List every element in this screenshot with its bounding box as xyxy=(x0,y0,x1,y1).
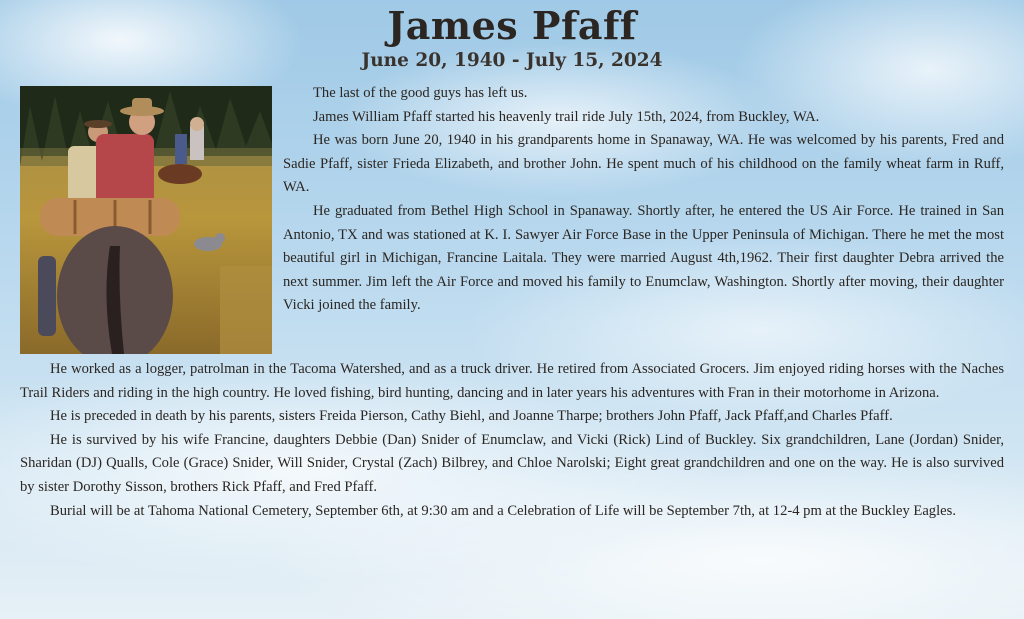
deceased-name: James Pfaff xyxy=(387,3,637,48)
obituary-header xyxy=(0,2,1024,72)
paragraph-air-force: He graduated from Bethel High School in Spanaway. Shortly after, he entered the US Air Force. He trained in San Antonio, TX and was stationed at K. I. Sawyer Air Force Base in the Upper Peninsula of Michigan. There he met the most beautiful girl in Michigan, Francine Laitala. They were married August 4th,1962. Their first daughter Debra arrived the next summer. Jim left the Air Force and moved his family to Enumclaw, Washington. Shortly after moving, their daughter Vicki joined the family. xyxy=(283,202,1004,314)
paragraph-birth: He was born June 20, 1940 in his grandparents home in Spanaway, WA. He was welcomed by his parents, Fred and Sadie Pfaff, sister Frieda Elizabeth, and brother John. He spent much of his childhood on the family wheat farm in Ruff, WA. xyxy=(283,132,1004,196)
paragraph-trail-ride: James William Pfaff started his heavenly trail ride July 15th, 2024, from Buckley, WA. xyxy=(313,108,820,125)
trail-ride-photo xyxy=(20,86,272,354)
paragraph-preceded: He is preceded in death by his parents, sisters Freida Pierson, Cathy Biehl, and Joanne Tharpe; brothers John Pfaff, Jack Pfaff,and Charles Pfaff. xyxy=(50,408,893,425)
obituary-body-upper xyxy=(283,82,1004,318)
paragraph-intro: The last of the good guys has left us. xyxy=(313,85,528,101)
paragraph-career: He worked as a logger, patrolman in the Tacoma Watershed, and as a truck driver. He retired from Associated Grocers. Jim enjoyed riding horses with the Naches Trail Riders and riding in the high country. He loved fishing, bird hunting, dancing and in later years his adventures with Fran in their motorhome in Arizona. xyxy=(20,361,1004,401)
life-dates: June 20, 1940 - July 15, 2024 xyxy=(361,50,663,71)
paragraph-services: Burial will be at Tahoma National Cemetery, September 6th, at 9:30 am and a Celebration of Life will be September 7th, at 12-4 pm at the Buckley Eagles. xyxy=(50,502,956,519)
paragraph-survived: He is survived by his wife Francine, daughters Debbie (Dan) Snider of Enumclaw, and Vicki (Rick) Lind of Buckley. Six grandchildren, Lane (Jordan) Snider, Sharidan (DJ) Qualls, Cole (Grace) Snider, Will Snider, Crystal (Zach) Bilbrey, and Chloe Narolski; Eight great grandchildren and one on the way. He is also survived by sister Dorothy Sisson, brothers Rick Pfaff, and Fred Pfaff. xyxy=(20,431,1004,495)
obituary-body-lower xyxy=(20,358,1004,523)
